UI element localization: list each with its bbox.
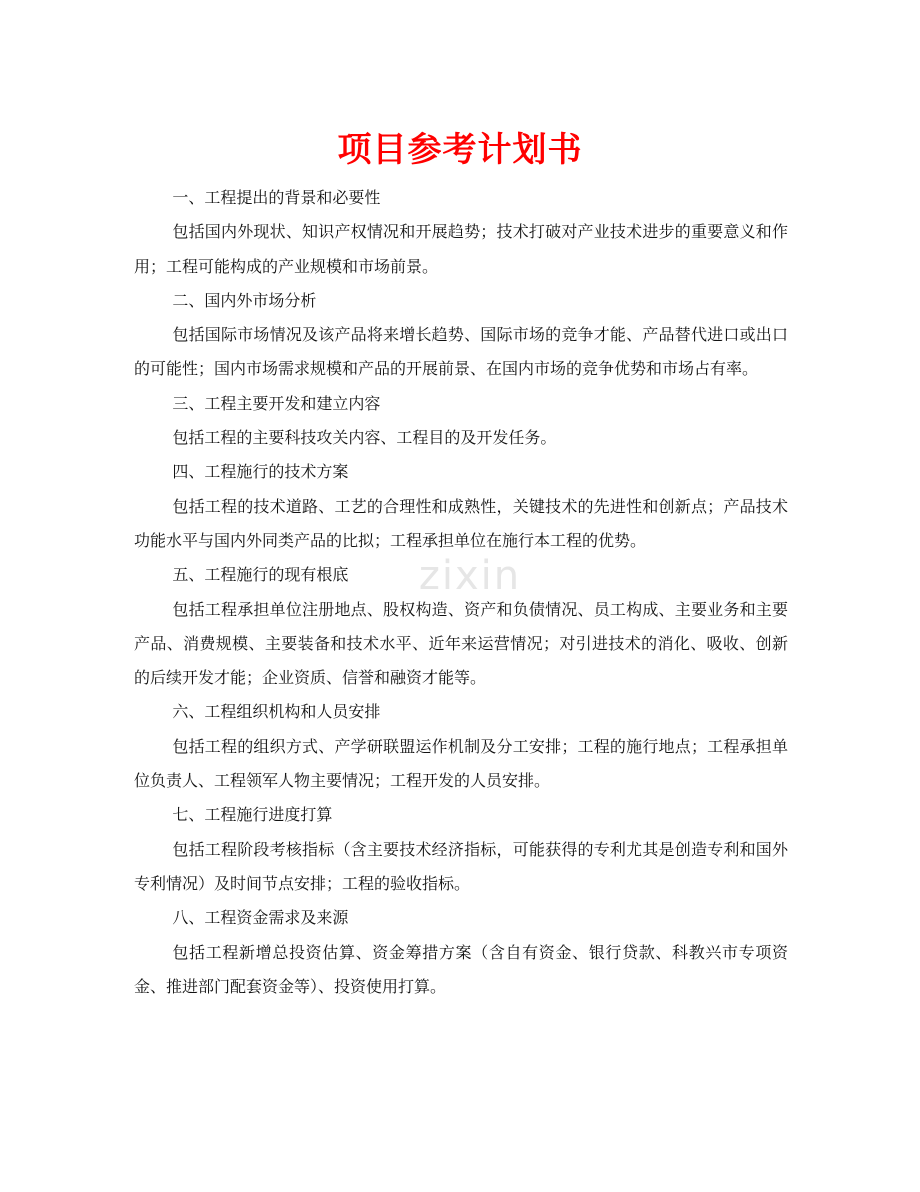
section-body-7: 包括工程阶段考核指标（含主要技术经济指标，可能获得的专利尤其是创造专利和国外专利情况）及时间节点安排；工程的验收指标。 [134,839,788,893]
section-body-2: 包括国际市场情况及该产品将来增长趋势、国际市场的竞争才能、产品替代进口或出口的可能性；国内市场需求规模和产品的开展前景、在国内市场的竞争优势和市场占有率。 [134,325,788,379]
section-heading-5: 五、工程施行的现有根底 [172,565,349,585]
section-heading-8: 八、工程资金需求及来源 [172,908,349,928]
section-body-8: 包括工程新增总投资估算、资金筹措方案（含自有资金、银行贷款、科教兴市专项资金、推进部门配套资金等）、投资使用打算。 [134,942,788,996]
watermark: zixin [418,553,522,599]
section-heading-4: 四、工程施行的技术方案 [172,462,349,482]
section-body-3: 包括工程的主要科技攻关内容、工程目的及开发任务。 [172,428,557,448]
section-heading-1: 一、工程提出的背景和必要性 [172,188,381,207]
section-heading-3: 三、工程主要开发和建立内容 [172,393,381,413]
section-body-4: 包括工程的技术道路、工艺的合理性和成熟性，关键技术的先进性和创新点；产品技术功能水平与国内外同类产品的比拟；工程承担单位在施行本工程的优势。 [134,496,788,550]
section-heading-2: 二、国内外市场分析 [172,290,317,310]
document-title: 项目参考计划书 [337,130,583,170]
document-body [134,181,788,1004]
section-heading-7: 七、工程施行进度打算 [172,805,333,825]
section-body-1: 包括国内外现状、知识产权情况和开展趋势；技术打破对产业技术进步的重要意义和作用；工程可能构成的产业规模和市场前景。 [134,222,788,276]
section-body-6: 包括工程的组织方式、产学研联盟运作机制及分工安排；工程的施行地点；工程承担单位负责人、工程领军人物主要情况；工程开发的人员安排。 [134,736,788,791]
section-heading-6: 六、工程组织机构和人员安排 [172,702,381,722]
section-body-5: 包括工程承担单位注册地点、股权构造、资产和负债情况、员工构成、主要业务和主要产品、消费规模、主要装备和技术水平、近年来运营情况；对引进技术的消化、吸收、创新的后续开发才能；企业资质、信誉和融资才能等。 [134,599,788,688]
